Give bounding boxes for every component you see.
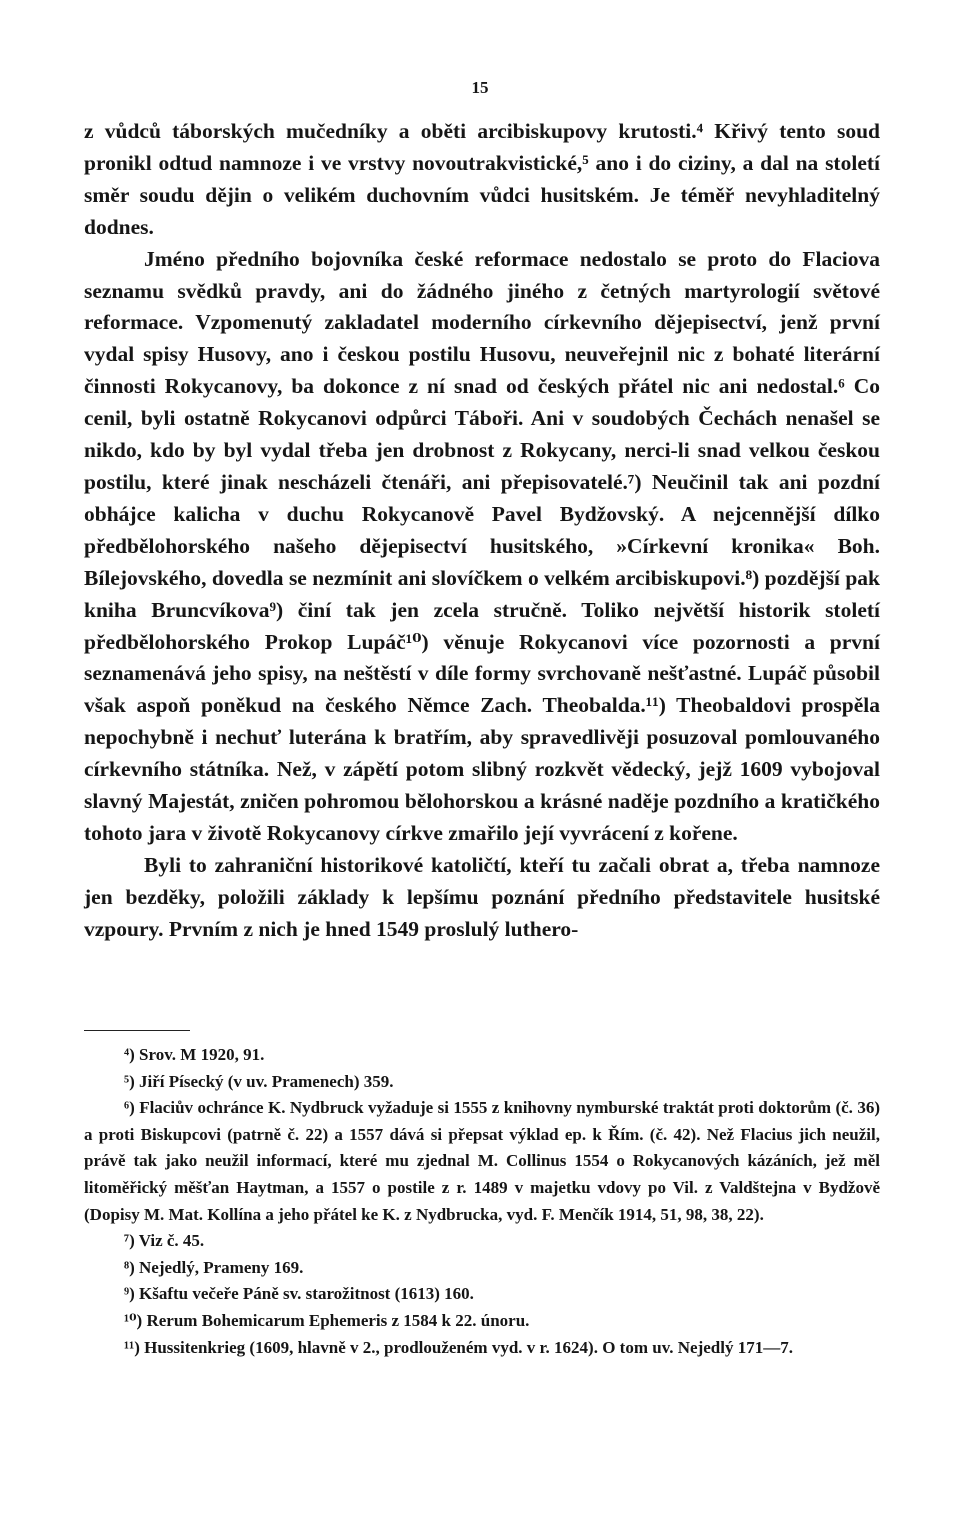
- footnote-mark: ⁷): [124, 1231, 135, 1251]
- paragraph-1: z vůdců táborských mučedníky a oběti arcibiskupovy krutosti.⁴ Křivý tento soud pronikl odtud namnoze i ve vrstvy novoutrakvistické,⁵ ano i do ciziny, a dal na století směr soudu dějin o velikém duchovním vůdci husitském. Je téměř nevyhladitelný dodnes.: [84, 119, 880, 239]
- paragraph-2: Jméno předního bojovníka české reformace nedostalo se proto do Flaciova seznamu svědků pravdy, ani do žádného jiného z četných martyrologií světové reformace. Vzpomenutý zakladatel moderního církevního dějepisectví, jenž první vydal spisy Husovy, ano i českou postilu Husovu, neuveřejnil nic z bohaté literární činnosti Rokycanovy, ba dokonce z ní snad od českých přátel nic ani nedostal.⁶ Co cenil, byli ostatně Rokycanovi odpůrci Táboři. Ani v soudobých Čechách nenašel se nikdo, kdo by byl vydal třeba jen drobnost z Rokycany, nerci-li snad velkou českou postilu, které jinak nescházeli čtenáři, ani přepisovatelé.⁷) Neučinil tak ani pozdní obhájce kalicha v duchu Rokycanově Pavel Bydžovský. A nejcennější dílko předbělohorského našeho dějepisectví husitského, »Církevní kronika« Boh. Bílejovského, dovedla se nezmínit ani slovíčkem o velkém arcibiskupovi.⁸) pozdější pak kniha Bruncvíkova⁹) činí tak jen zcela stručně. Toliko největší historik století předbělohorského Prokop Lupáč¹⁰) věnuje Rokycanovi více pozornosti a první seznamenává jeho spisy, na neštěstí v díle formy svrchovaně nešťastné. Lupáč působil však aspoň poněkud na českého Němce Zach. Theobalda.¹¹) Theobaldovi prospěla nepochybně i nechuť luterána k bratřím, aby spravedlivěji posuzoval pomlouvaného církevního státníka. Než, v zápětí potom slibný rozkvět vědecký, jejž 1609 vybojoval slavný Majestát, zničen pohromou bělohorskou a krásné naděje pozdního a kratičkého tohoto jara v životě Rokycanovy církve zmařilo její vyvrácení z kořene.: [84, 246, 880, 845]
- footnote-5: [84, 1069, 880, 1096]
- footnote-mark: ⁴): [124, 1045, 135, 1064]
- footnote-11: [84, 1335, 880, 1362]
- footnote-text: Kšaftu večeře Páně sv. starožitnost (1613) 160.: [139, 1284, 474, 1304]
- footnote-6: [84, 1095, 880, 1228]
- footnote-mark: ⁵): [124, 1071, 135, 1091]
- footnotes: [84, 1042, 880, 1361]
- footnote-text: Jiří Písecký (v uv. Pramenech) 359.: [139, 1071, 394, 1091]
- footnote-8: [84, 1255, 880, 1282]
- footnote-10: [84, 1308, 880, 1335]
- footnote-mark: ⁹): [124, 1284, 135, 1304]
- footnote-text: Flaciův ochránce K. Nydbruck vyžaduje si 1555 z knihovny nymburské traktát proti doktorům (č. 36) a proti Biskupcovi (patrně č. 22) a 1557 dává si přepsat výklad ep. k Řím. (č. 42). Než Flacius jich neužil, právě tak jako neužil informací, které mu zjednal M. Collinus 1554 o Rokycanových kázáních, jež měl litoměřický měšťan Haytman, a 1557 o postile z r. 1489 v majetku vdovy po Vil. z Valdštejna v Bydžově (Dopisy M. Mat. Kollína a jeho přátel ke K. z Nydbrucka, vyd. F. Menčík 1914, 51, 98, 38, 22).: [84, 1098, 881, 1224]
- footnote-text: Nejedlý, Prameny 169.: [139, 1257, 304, 1277]
- footnote-separator: [84, 1030, 190, 1031]
- footnote-mark: ¹⁰): [124, 1310, 143, 1330]
- paragraph-3: Byli to zahraniční historikové katoličtí, kteří tu začali obrat a, třeba namnoze jen bezděky, položili základy k lepšímu poznání předního představitele husitské vzpoury. Prvním z nich je hned 1549 proslulý luthero-: [84, 852, 880, 941]
- footnote-text: Rerum Bohemicarum Ephemeris z 1584 k 22. únoru.: [146, 1310, 530, 1330]
- page-number: 15: [471, 78, 489, 97]
- footnote-text: Viz č. 45.: [138, 1231, 205, 1251]
- footnote-text: Hussitenkrieg (1609, hlavně v 2., prodlouženém vyd. v r. 1624). O tom uv. Nejedlý 171—7.: [144, 1337, 793, 1357]
- footnote-7: [84, 1228, 880, 1255]
- footnote-4: [84, 1042, 880, 1069]
- footnote-9: [84, 1281, 880, 1308]
- footnote-mark: ⁶): [124, 1098, 135, 1118]
- footnote-mark: ⁸): [124, 1257, 135, 1277]
- footnote-mark: ¹¹): [124, 1337, 140, 1357]
- footnote-text: Srov. M 1920, 91.: [139, 1045, 265, 1064]
- main-text: [84, 116, 880, 946]
